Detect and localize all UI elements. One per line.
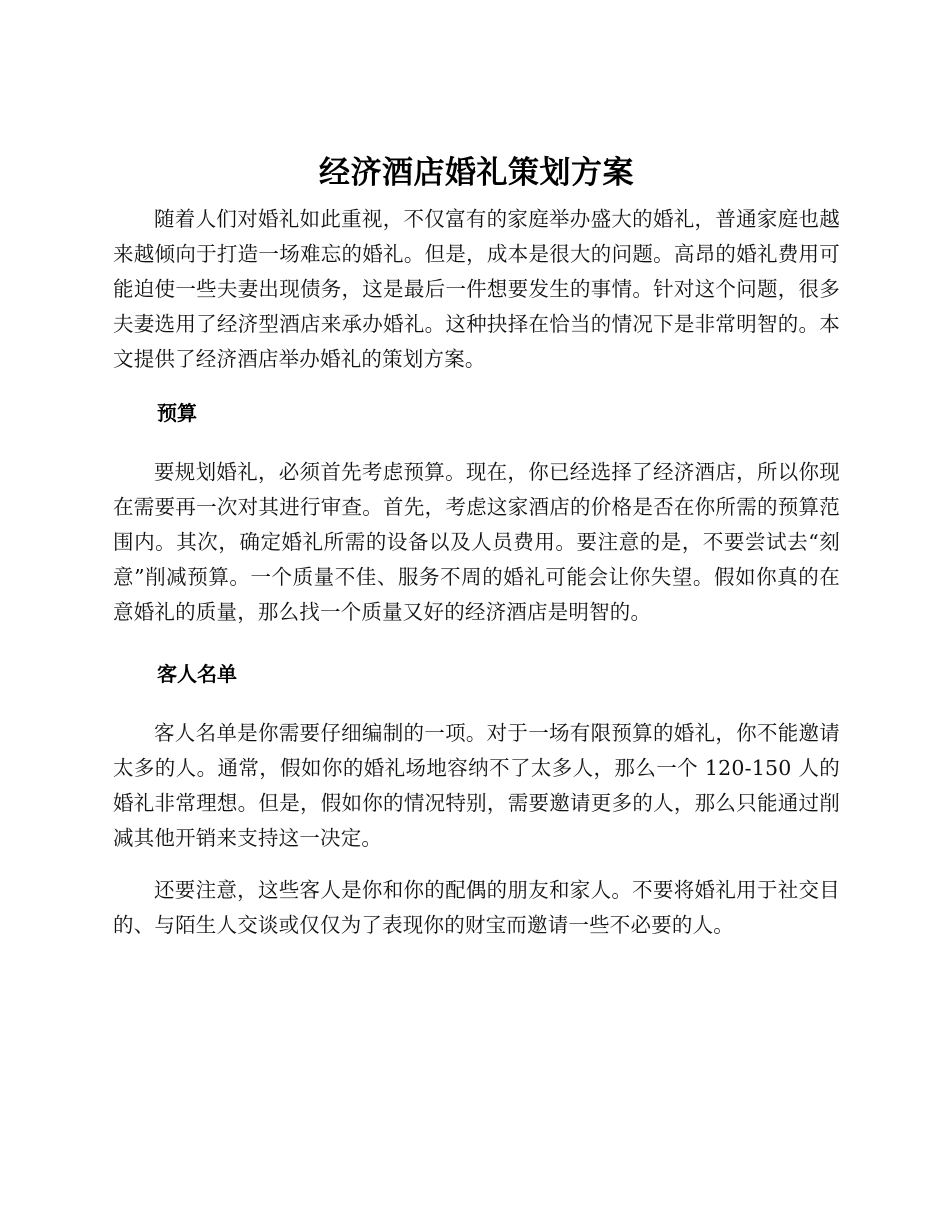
section-heading-budget: 预算 [157, 401, 197, 425]
document-title: 经济酒店婚礼策划方案 [319, 155, 634, 191]
intro-paragraph: 随着人们对婚礼如此重视，不仅富有的家庭举办盛大的婚礼，普通家庭也越来越倾向于打造一场难忘的婚礼。但是，成本是很大的问题。高昂的婚礼费用可能迫使一些夫妻出现债务，这是最后一件想要发生的事情。针对这个问题，很多夫妻选用了经济型酒店来承办婚礼。这种抉择在恰当的情况下是非常明智的。本文提供了经济酒店举办婚礼的策划方案。 [113, 207, 840, 371]
document-page [113, 150, 840, 960]
guest-list-paragraph-2: 还要注意，这些客人是你和你的配偶的朋友和家人。不要将婚礼用于社交目的、与陌生人交谈或仅仅为了表现你的财宝而邀请一些不必要的人。 [113, 878, 840, 937]
guest-list-paragraph-1: 客人名单是你需要仔细编制的一项。对于一场有限预算的婚礼，你不能邀请太多的人。通常，假如你的婚礼场地容纳不了太多人，那么一个 120-150 人的婚礼非常理想。但是，假如你的情况特别，需要邀请更多的人，那么只能通过削减其他开销来支持这一决定。 [113, 721, 840, 850]
budget-paragraph: 要规划婚礼，必须首先考虑预算。现在，你已经选择了经济酒店，所以你现在需要再一次对其进行审查。首先，考虑这家酒店的价格是否在你所需的预算范围内。其次，确定婚礼所需的设备以及人员费用。要注意的是，不要尝试去“刻意”削减预算。一个质量不佳、服务不周的婚礼可能会让你失望。假如你真的在意婚礼的质量，那么找一个质量又好的经济酒店是明智的。 [113, 460, 840, 624]
section-heading-guest-list: 客人名单 [157, 662, 237, 686]
